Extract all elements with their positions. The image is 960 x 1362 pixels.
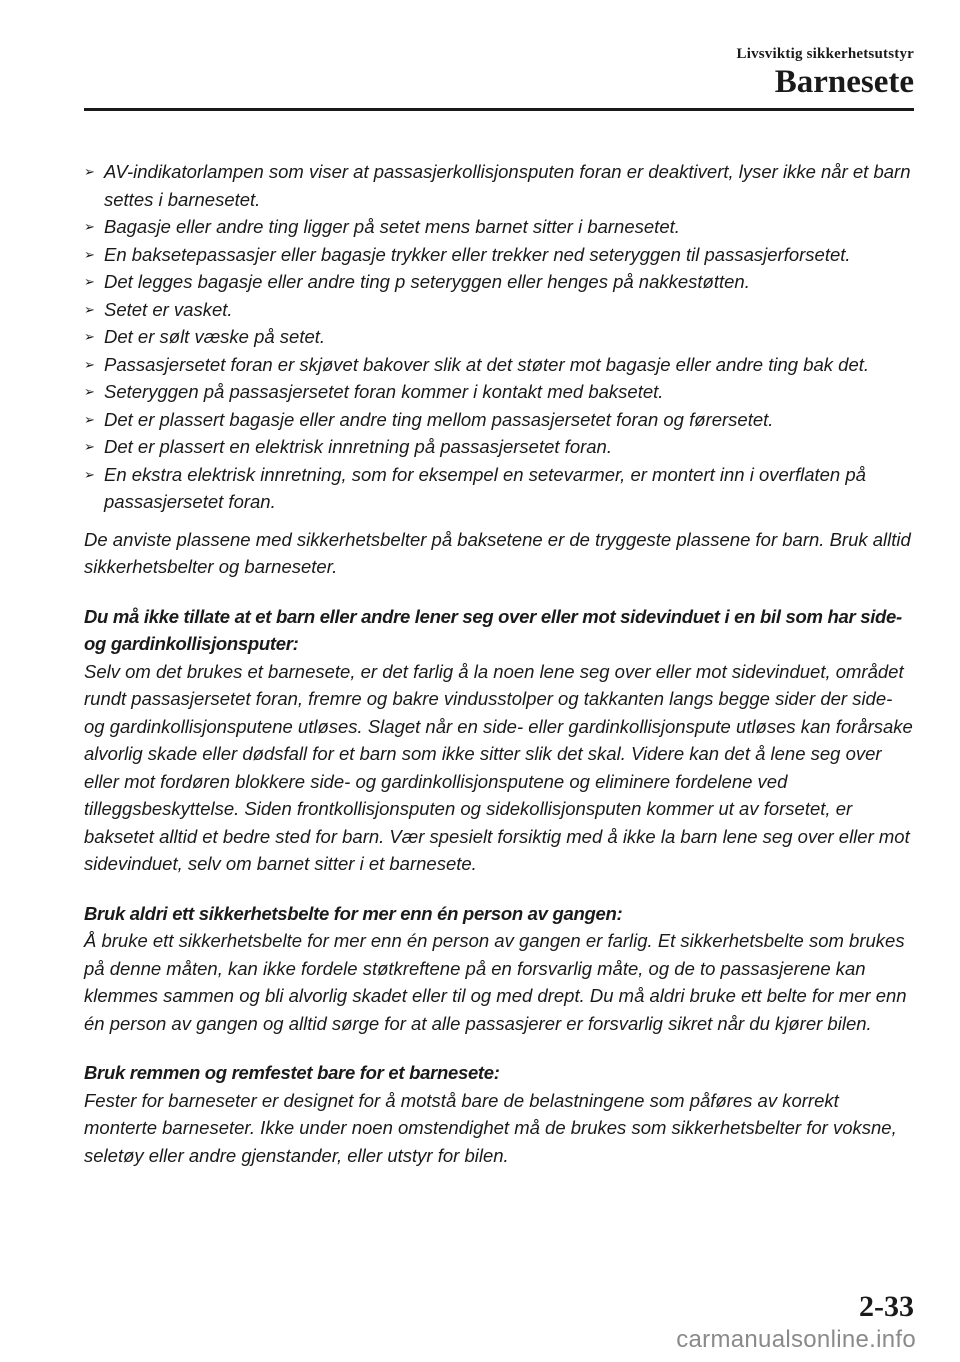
arrow-bullet-icon: ➢: [84, 301, 95, 317]
arrow-bullet-icon: ➢: [84, 356, 95, 372]
warning-section-side-window: [84, 603, 916, 878]
list-item: [84, 213, 916, 241]
list-item-text: Setet er vasket.: [104, 298, 233, 320]
list-item: [84, 241, 916, 269]
warning-section-one-belt: [84, 900, 916, 1038]
section-heading: Bruk aldri ett sikkerhetsbelte for mer enn én person av gangen:: [84, 902, 623, 924]
header-divider: [84, 108, 914, 111]
section-heading: Du må ikke tillate at et barn eller andre lener seg over eller mot sidevinduet i en bil som har side- og gardinkollisjonsputer:: [84, 605, 902, 654]
list-item-text: En baksetepassasjer eller bagasje trykker eller trekker ned seteryggen til passasjerforsetet.: [104, 243, 851, 265]
section-body: Å bruke ett sikkerhetsbelte for mer enn én person av gangen er farlig. Et sikkerhetsbelte som brukes på denne måten, kan ikke fordele støtkreftene på en forsvarlig måte, og de to passasjerene kan klemmes sammen og bli alvorlig skadet eller til og med drept. Du må aldri bruke ett belte for mer enn én person av gangen og alltid sørge for at alle passasjerer er forsvarlig sikret når du kjører bilen.: [84, 930, 907, 1034]
list-item: [84, 158, 916, 213]
arrow-bullet-icon: ➢: [84, 274, 95, 289]
arrow-bullet-icon: ➢: [84, 411, 95, 427]
arrow-bullet-icon: ➢: [84, 384, 95, 399]
list-item-text: Passasjersetet foran er skjøvet bakover slik at det støter mot bagasje eller andre ting bak det.: [104, 353, 870, 375]
arrow-bullet-icon: ➢: [84, 219, 95, 234]
section-heading: Bruk remmen og remfestet bare for et barnesete:: [84, 1062, 500, 1083]
arrow-bullet-icon: ➢: [84, 164, 95, 179]
section-label: Livsviktig sikkerhetsutstyr: [736, 46, 914, 62]
list-item: [84, 378, 916, 406]
watermark: carmanualsonline.info: [676, 1326, 916, 1353]
arrow-bullet-icon: ➢: [84, 329, 95, 344]
list-item-text: Seteryggen på passasjersetet foran kommer i kontakt med baksetet.: [104, 381, 664, 402]
list-item-text: En ekstra elektrisk innretning, som for eksempel en setevarmer, er montert inn i overflaten på passasjersetet foran.: [104, 463, 866, 512]
list-item: [84, 296, 916, 324]
list-item: [84, 461, 916, 516]
warning-section-tether: [84, 1059, 916, 1169]
section-body: Fester for barneseter er designet for å motstå bare de belastningene som påføres av korrekt monterte barneseter. Ikke under noen omstendighet må de brukes som sikkerhetsbelter for voksne, seletøy eller andre gjenstander, eller utstyr for bilen.: [84, 1089, 897, 1166]
list-item: [84, 268, 916, 296]
list-item: [84, 406, 916, 434]
list-item: [84, 351, 916, 379]
list-item-text: Det er plassert en elektrisk innretning på passasjersetet foran.: [104, 436, 612, 457]
arrow-bullet-icon: ➢: [84, 246, 95, 262]
arrow-bullet-icon: ➢: [84, 439, 95, 454]
list-item-text: AV-indikatorlampen som viser at passasjerkollisjonsputen foran er deaktivert, lyser ikke når et barn settes i barnesetet.: [104, 161, 911, 210]
list-item-text: Det er sølt væske på setet.: [104, 326, 326, 347]
page-title: Barnesete: [774, 64, 914, 100]
arrow-bullet-icon: ➢: [84, 466, 95, 482]
page-number: 2-33: [859, 1290, 914, 1323]
list-item: [84, 433, 916, 461]
list-item: [84, 323, 916, 351]
list-item-text: Det legges bagasje eller andre ting p seteryggen eller henges på nakkestøtten.: [104, 271, 750, 292]
list-item-text: Bagasje eller andre ting ligger på setet mens barnet sitter i barnesetet.: [104, 216, 680, 237]
bullet-list: [84, 158, 916, 516]
page-content: [84, 158, 916, 1169]
list-item-text: Det er plassert bagasje eller andre ting mellom passasjersetet foran og førersetet.: [104, 408, 774, 430]
intro-paragraph: De anviste plassene med sikkerhetsbelter på baksetene er de tryggeste plassene for barn. Bruk alltid sikkerhetsbelter og barneseter.: [84, 528, 911, 577]
section-body: Selv om det brukes et barnesete, er det farlig å la noen lene seg over eller mot sidevinduet, området rundt passasjersetet foran, fremre og bakre vindusstolper og takkanten langs begge sider der side- og gardinkollisjonsputene utløses. Slaget når en side- eller gardinkollisjonspute utløses kan forårsake alvorlig skade eller dødsfall for et barn som ikke sitter slik det skal. Videre kan det å lene seg over eller mot fordøren blokkere side- og gardinkollisjonsputene og eliminere fordelene ved tilleggsbeskyttelse. Siden frontkollisjonsputen og sidekollisjonsputen kommer ut av forsetet, er baksetet alltid et bedre sted for barn. Vær spesielt forsiktig med å ikke la barn lene seg over eller mot sidevinduet, selv om barnet sitter i et barnesete.: [84, 660, 913, 874]
